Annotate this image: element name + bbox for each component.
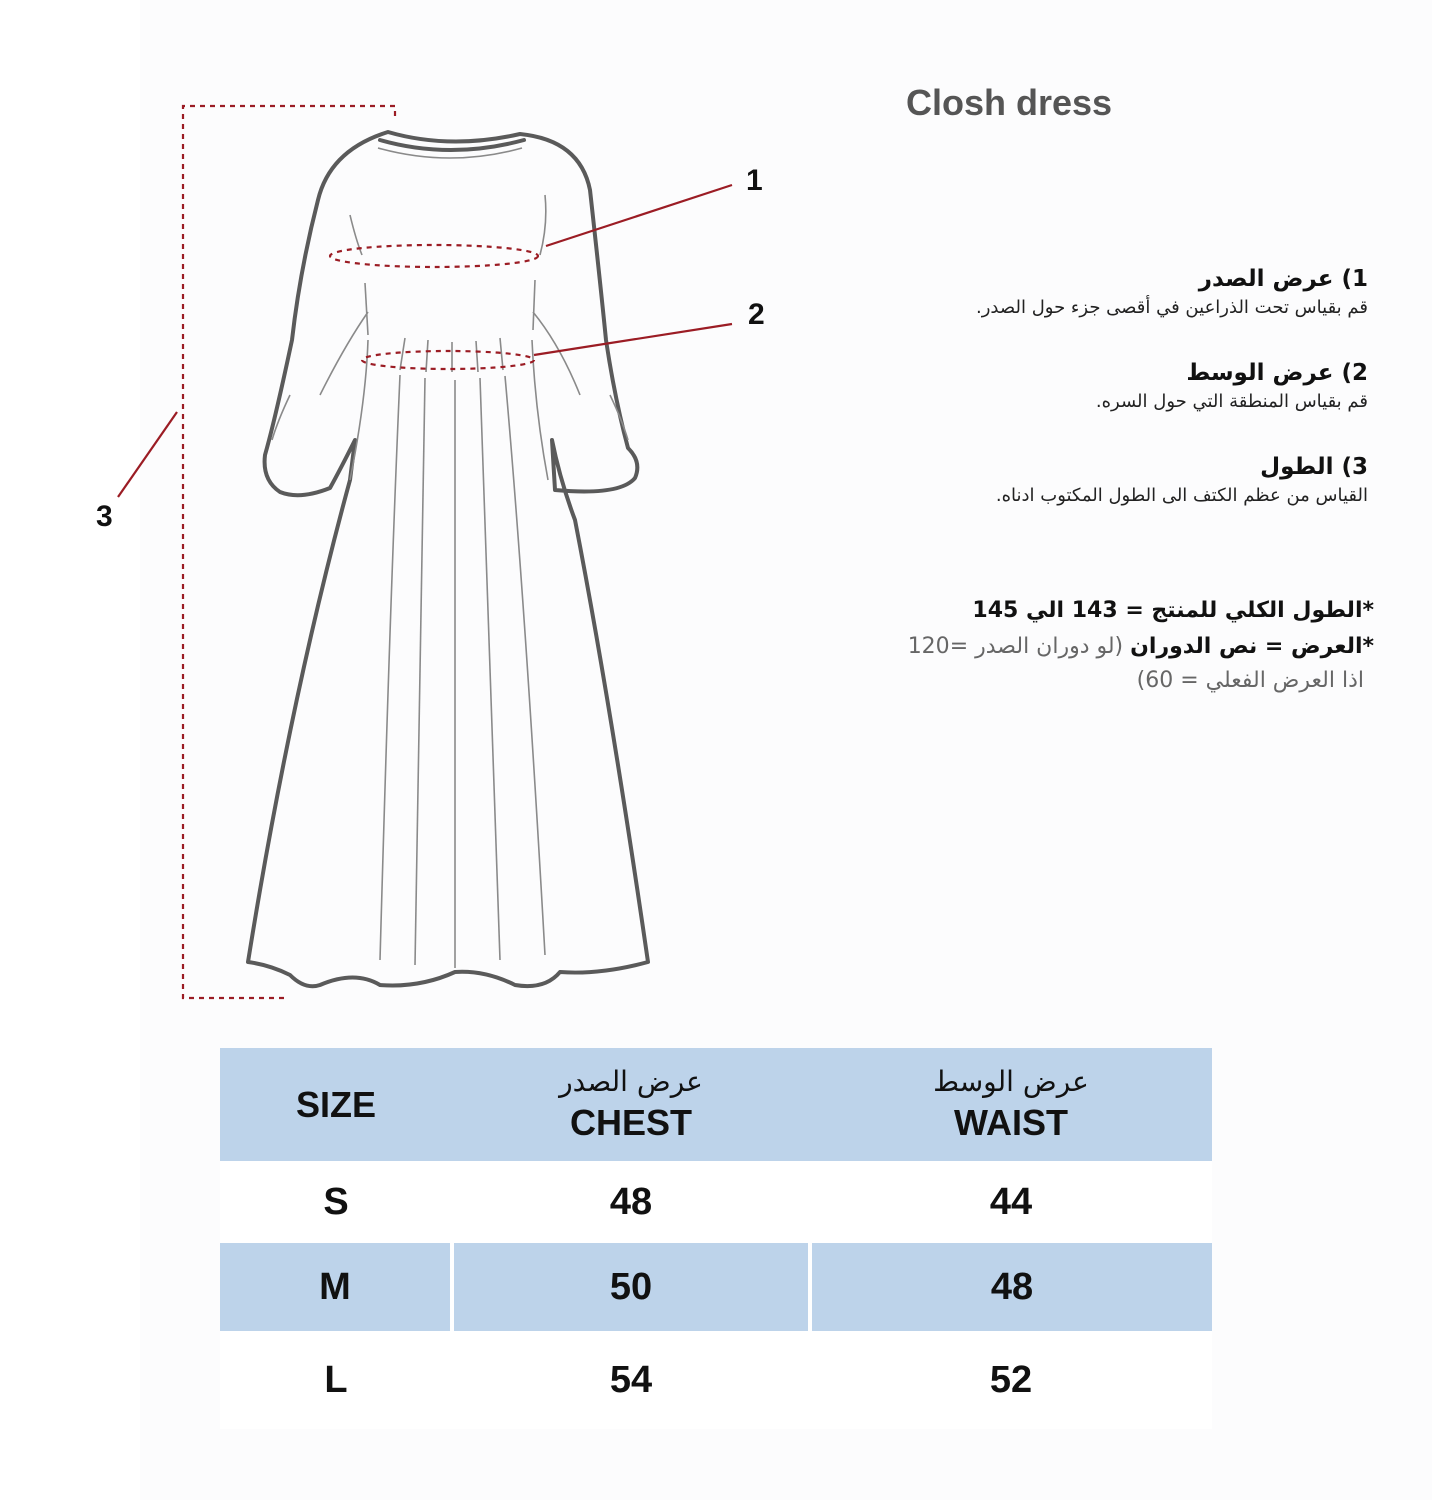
- note-width: *العرض = نص الدوران (لو دوران الصدر =120: [907, 634, 1374, 659]
- header-chest: عرض الصدر CHEST: [452, 1048, 810, 1161]
- instruction-heading: 2) عرض الوسط: [1186, 360, 1368, 386]
- size-chart-table: [220, 1048, 1212, 1429]
- waist-cell: 44: [810, 1161, 1212, 1243]
- callout-3: 3: [96, 500, 113, 533]
- table-row: [220, 1243, 1212, 1331]
- instruction-description: قم بقياس المنطقة التي حول السره.: [1095, 391, 1368, 412]
- waist-cell: 48: [810, 1243, 1212, 1331]
- callout-2: 2: [748, 298, 765, 331]
- table-row: [220, 1161, 1212, 1243]
- table-header-row: [220, 1048, 1212, 1161]
- header-size: SIZE: [220, 1048, 452, 1161]
- chest-cell: 48: [452, 1161, 810, 1243]
- header-waist: عرض الوسط WAIST: [810, 1048, 1212, 1161]
- callout-2-leader: [534, 324, 732, 355]
- instruction-description: القياس من عظم الكتف الى الطول المكتوب ادناه.: [995, 485, 1368, 506]
- instruction-description: قم بقياس تحت الذراعين في أقصى جزء حول الصدر.: [976, 297, 1368, 318]
- waist-cell: 52: [810, 1331, 1212, 1429]
- instruction-heading: 1) عرض الصدر: [1198, 266, 1368, 292]
- length-measure-line: [183, 106, 395, 998]
- callout-1-leader: [546, 185, 732, 246]
- chest-measure-line: [330, 245, 538, 267]
- note-width-example: اذا العرض الفعلي = 60): [1136, 668, 1364, 693]
- product-title: Closh dress: [906, 82, 1113, 123]
- callout-3-leader: [118, 412, 177, 497]
- instruction-length: [828, 452, 1368, 510]
- instruction-waist: [828, 358, 1368, 416]
- size-cell: L: [220, 1331, 452, 1429]
- dress-outline: [248, 132, 648, 986]
- size-cell: M: [220, 1243, 452, 1331]
- instruction-heading: 3) الطول: [1260, 454, 1368, 480]
- dress-illustration: [0, 0, 900, 1020]
- size-cell: S: [220, 1161, 452, 1243]
- instruction-chest: [828, 264, 1368, 322]
- waist-measure-line: [362, 351, 534, 369]
- chest-cell: 54: [452, 1331, 810, 1429]
- note-total-length: *الطول الكلي للمنتج = 143 الي 145: [972, 598, 1374, 623]
- chest-cell: 50: [452, 1243, 810, 1331]
- callout-1: 1: [746, 164, 763, 197]
- table-row: [220, 1331, 1212, 1429]
